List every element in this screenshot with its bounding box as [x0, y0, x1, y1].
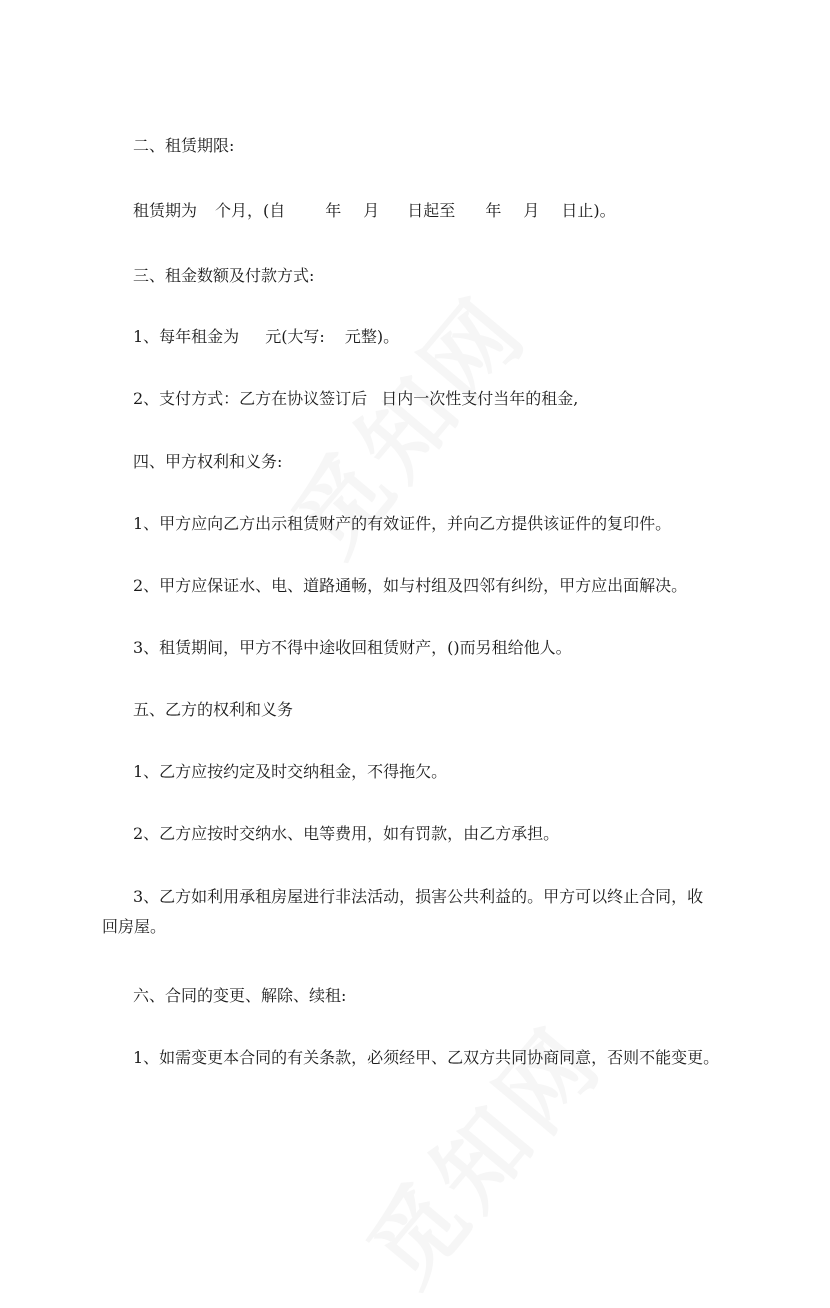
lessor-clause-1: 1、甲方应向乙方出示租赁财产的有效证件，并向乙方提供该证件的复印件。: [133, 514, 672, 533]
lessor-clause-2: 2、甲方应保证水、电、道路通畅，如与村组及四邻有纠纷，甲方应出面解决。: [133, 576, 688, 595]
rent-amount-clause: 1、每年租金为 元(大写: 元整)。: [133, 327, 400, 346]
section-heading-term: 二、租赁期限:: [133, 136, 235, 155]
section-heading-lessor: 四、甲方权利和义务:: [133, 452, 283, 471]
watermark: [333, 994, 627, 1308]
section-heading-rent: 三、租金数额及付款方式:: [133, 266, 315, 285]
change-clause-1: 1、如需变更本合同的有关条款，必须经甲、乙双方共同协商同意，否则不能变更。: [133, 1048, 720, 1067]
lessee-clause-3: 3、乙方如利用承租房屋进行非法活动，损害公共利益的。甲方可以终止合同，收 回房屋。: [102, 887, 704, 936]
lessee-clause-1: 1、乙方应按约定及时交纳租金，不得拖欠。: [133, 762, 448, 781]
lessor-clause-3: 3、租赁期间，甲方不得中途收回租赁财产，()而另租给他人。: [133, 638, 572, 657]
payment-method-clause: 2、支付方式：乙方在协议签订后 日内一次性支付当年的租金,: [133, 389, 579, 408]
lease-term-clause: 租赁期为 个月，(自 年 月 日起至 年 月 日止)。: [133, 201, 616, 220]
section-heading-change: 六、合同的变更、解除、续租:: [133, 986, 347, 1005]
lessee-clause-2: 2、乙方应按时交纳水、电等费用，如有罚款，由乙方承担。: [133, 824, 560, 843]
section-heading-lessee: 五、乙方的权利和义务: [133, 700, 294, 719]
